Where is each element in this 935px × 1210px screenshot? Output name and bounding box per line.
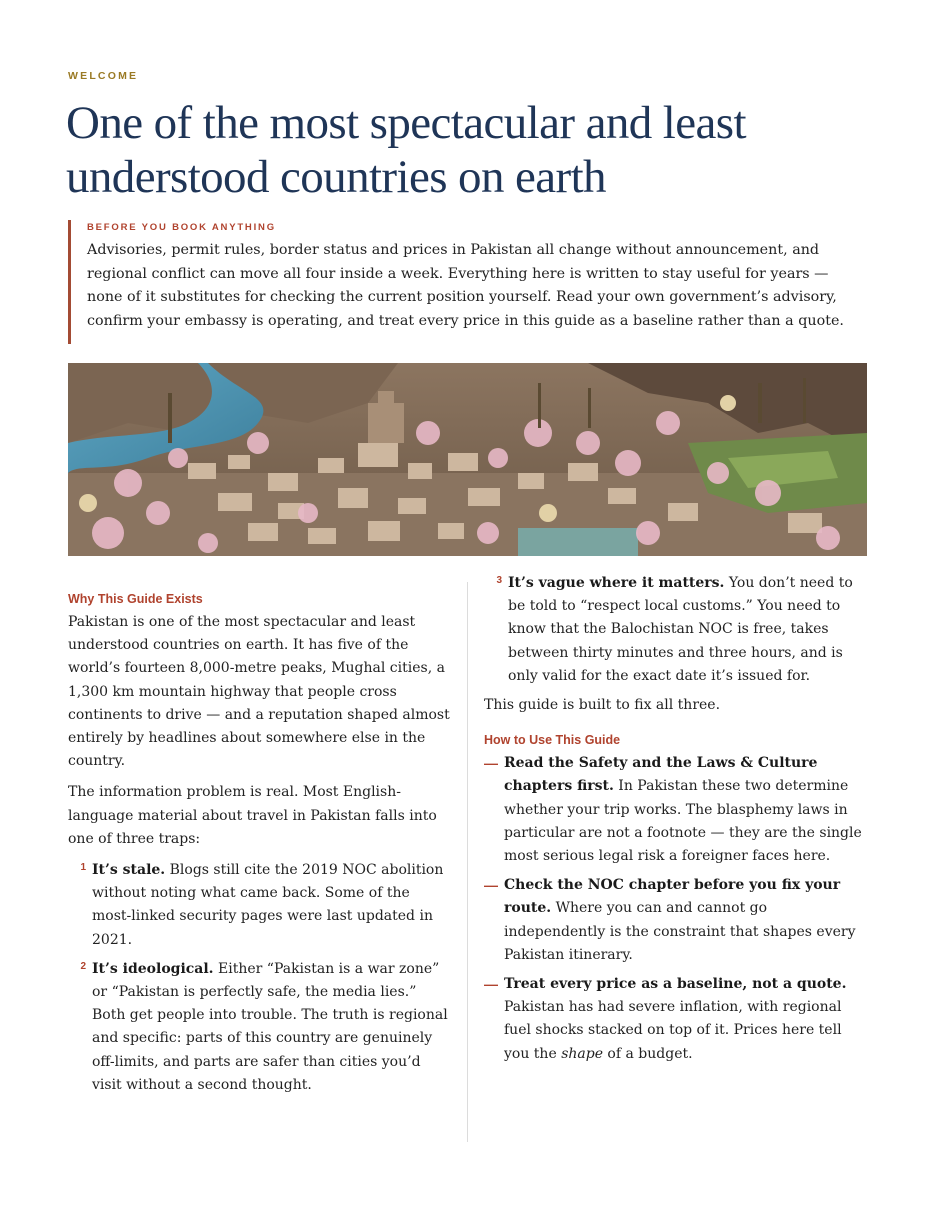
callout-text: Advisories, permit rules, border status and prices in Pakistan all change without announcement, and regional conflict can move all four inside a week. Everything here is written to stay useful for years — none of it substitutes for checking the current position yourself. Read your own government’s advisory, confirm your embassy is operating, and treat every price in this guide as a baseline rather than a quote. — [87, 242, 844, 329]
howto-text: Where you can and cannot go independently is the constraint that shapes every Pakistan itinerary. — [504, 900, 856, 963]
trap-text: You don’t need to be told to “respect local customs.” You need to know that the Balochistan NOC is free, takes between thirty minutes and three hours, and is only valid for the exact date it’s issued for. — [508, 575, 853, 684]
trap-text: Either “Pakistan is a war zone” or “Pakistan is perfectly safe, the media lies.” Both get people into trouble. The truth is regional and specific: parts of this country are genuinely off-limits, and parts are safer than cities you’d visit without a second thought. — [92, 960, 448, 1093]
dash-bullet: — — [484, 877, 498, 894]
trap-item-1 — [68, 859, 450, 952]
trap-item-2 — [68, 958, 450, 1097]
trap-lead: It’s stale. — [92, 862, 166, 879]
valley-photo — [68, 363, 867, 556]
howto-item-3 — [484, 973, 866, 1066]
trap-lead: It’s vague where it matters. — [508, 575, 725, 591]
trap-text: Blogs still cite the 2019 NOC abolition without noting what came back. Some of the most-linked security pages were last updated in 2021. — [92, 862, 444, 948]
why-paragraph-2: The information problem is real. Most English-language material about travel in Pakistan falls into one of three traps: — [68, 784, 437, 847]
dash-bullet: — — [484, 755, 498, 772]
why-paragraph-1: Pakistan is one of the most spectacular and least understood countries on earth. It has five of the world’s fourteen 8,000-metre peaks, Mughal cities, a 1,300 km mountain highway that people cross continents to drive — and a reputation shaped almost entirely by headlines about somewhere else in the country. — [68, 614, 450, 770]
howto-emphasis: shape — [561, 1045, 603, 1062]
trap-number: 2 — [80, 960, 86, 972]
callout-box — [68, 220, 868, 344]
callout-label: BEFORE YOU BOOK ANYTHING — [87, 222, 276, 233]
howto-lead: Check the NOC chapter before you fix your route. — [504, 877, 841, 917]
howto-text: Pakistan has had severe inflation, with regional fuel shocks stacked on top of it. Prices here tell you the — [504, 999, 842, 1062]
howto-item-2 — [484, 874, 866, 967]
trap-number: 3 — [496, 575, 502, 586]
howto-lead: Treat every price as a baseline, not a quote. — [504, 976, 847, 993]
howto-lead: Read the Safety and the Laws & Culture chapters first. — [504, 755, 818, 795]
page-title: One of the most spectacular and least understood countries on earth — [66, 97, 746, 203]
howto-tail: of a budget. — [602, 1045, 693, 1062]
dash-bullet: — — [484, 976, 498, 993]
trap-number: 1 — [80, 862, 86, 874]
howto-text: In Pakistan these two determine whether your trip works. The blasphemy laws in particular are not a footnote — they are the single most serious legal risk a foreigner faces here. — [504, 778, 862, 865]
column-divider — [467, 582, 468, 1142]
howto-heading: How to Use This Guide — [484, 733, 621, 748]
why-section — [68, 592, 450, 1103]
howto-item-1 — [484, 752, 866, 868]
trap-lead: It’s ideological. — [92, 960, 214, 977]
why-closing: This guide is built to fix all three. — [484, 697, 721, 714]
right-column — [484, 572, 866, 1072]
why-heading: Why This Guide Exists — [68, 592, 203, 606]
section-eyebrow: WELCOME — [68, 70, 139, 82]
trap-item-3 — [484, 572, 866, 688]
